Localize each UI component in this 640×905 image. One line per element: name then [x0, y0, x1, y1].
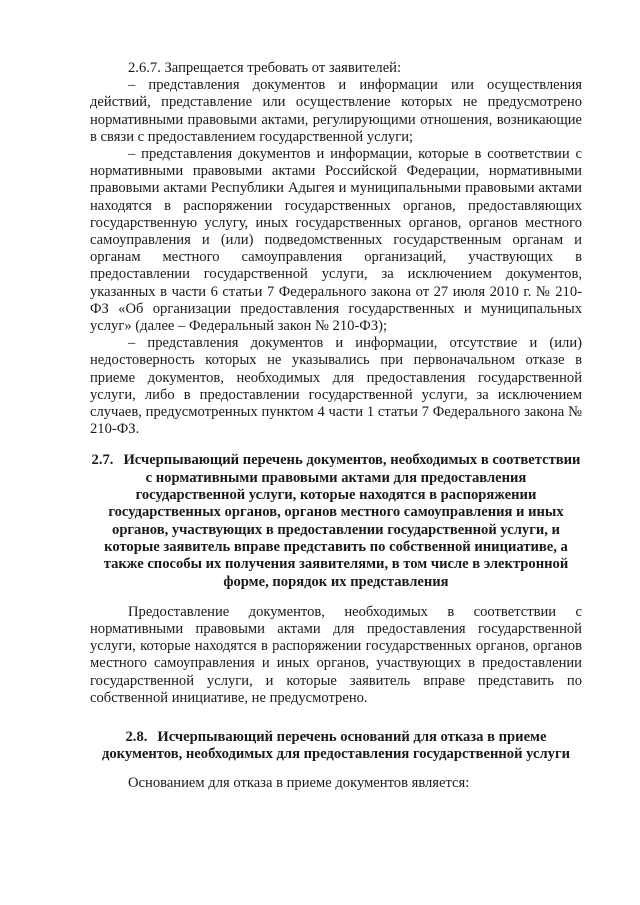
section-2-6-7-item-1: – представления документов и информации или осуществления действий, представление или осуществление которых не предусмотрено нормативными правовыми актами, регулирующими отношения, возникающие в связи с предоставлением государственной услуги;	[90, 77, 582, 145]
section-2-7-heading	[90, 452, 582, 590]
section-2-8-heading-text: Исчерпывающий перечень оснований для отказа в приеме документов, необходимых для предоставления государственной услуги	[102, 729, 570, 763]
section-2-6-7-title: 2.6.7. Запрещается требовать от заявителей:	[128, 60, 402, 76]
section-2-6-7-item-3: – представления документов и информации, отсутствие и (или) недостоверность которых не указывались при первоначальном отказе в приеме документов, необходимых для предоставления государственной услуги, либо в предоставлении государственной услуги, за исключением случаев, предусмотренных пунктом 4 части 1 статьи 7 Федерального закона № 210-ФЗ.	[90, 335, 582, 438]
section-2-8-heading	[90, 729, 582, 764]
section-2-7-number: 2.7.	[91, 452, 114, 469]
section-2-7-heading-text: Исчерпывающий перечень документов, необходимых в соответствии с нормативными правовыми актами для предоставления государственной услуги, которые находятся в распоряжении государственных органов, органов местного самоуправления и иных органов, участвующих в предоставлении государственной услуги, и которые заявитель вправе представить по собственной инициативе, а также способы их получения заявителями, в том числе в электронной форме, порядок их представления	[103, 452, 581, 590]
section-2-7-body: Предоставление документов, необходимых в соответствии с нормативными правовыми актами для предоставления государственной услуги, которые находятся в распоряжении государственных органов, органов местного самоуправления и иных органов, участвующих в предоставлении государственной услуги, и которые заявитель вправе представить по собственной инициативе, не предусмотрено.	[90, 603, 582, 706]
spacer	[90, 764, 582, 775]
document-page	[90, 60, 582, 792]
spacer	[90, 591, 582, 604]
section-2-6-7-item-2: – представления документов и информации, которые в соответствии с нормативными правовыми актами Российской Федерации, нормативными правовыми актами Республики Адыгея и муниципальными правовыми актами находятся в распоряжении государственных органов, предоставляющих государственную услугу, иных государственных органов, органов местного самоуправления и (или) подведомственных государственным органам и органам местного самоуправления организаций, участвующих в предоставлении государственной услуги, за исключением документов, указанных в части 6 статьи 7 Федерального закона от 27 июля 2010 г. № 210-ФЗ «Об организации предоставления государственных и муниципальных услуг» (далее – Федеральный закон № 210-ФЗ);	[90, 146, 582, 335]
section-2-8-body: Основанием для отказа в приеме документов является:	[128, 774, 470, 791]
spacer	[90, 707, 582, 729]
section-2-8-number: 2.8.	[125, 729, 148, 746]
spacer	[90, 438, 582, 452]
